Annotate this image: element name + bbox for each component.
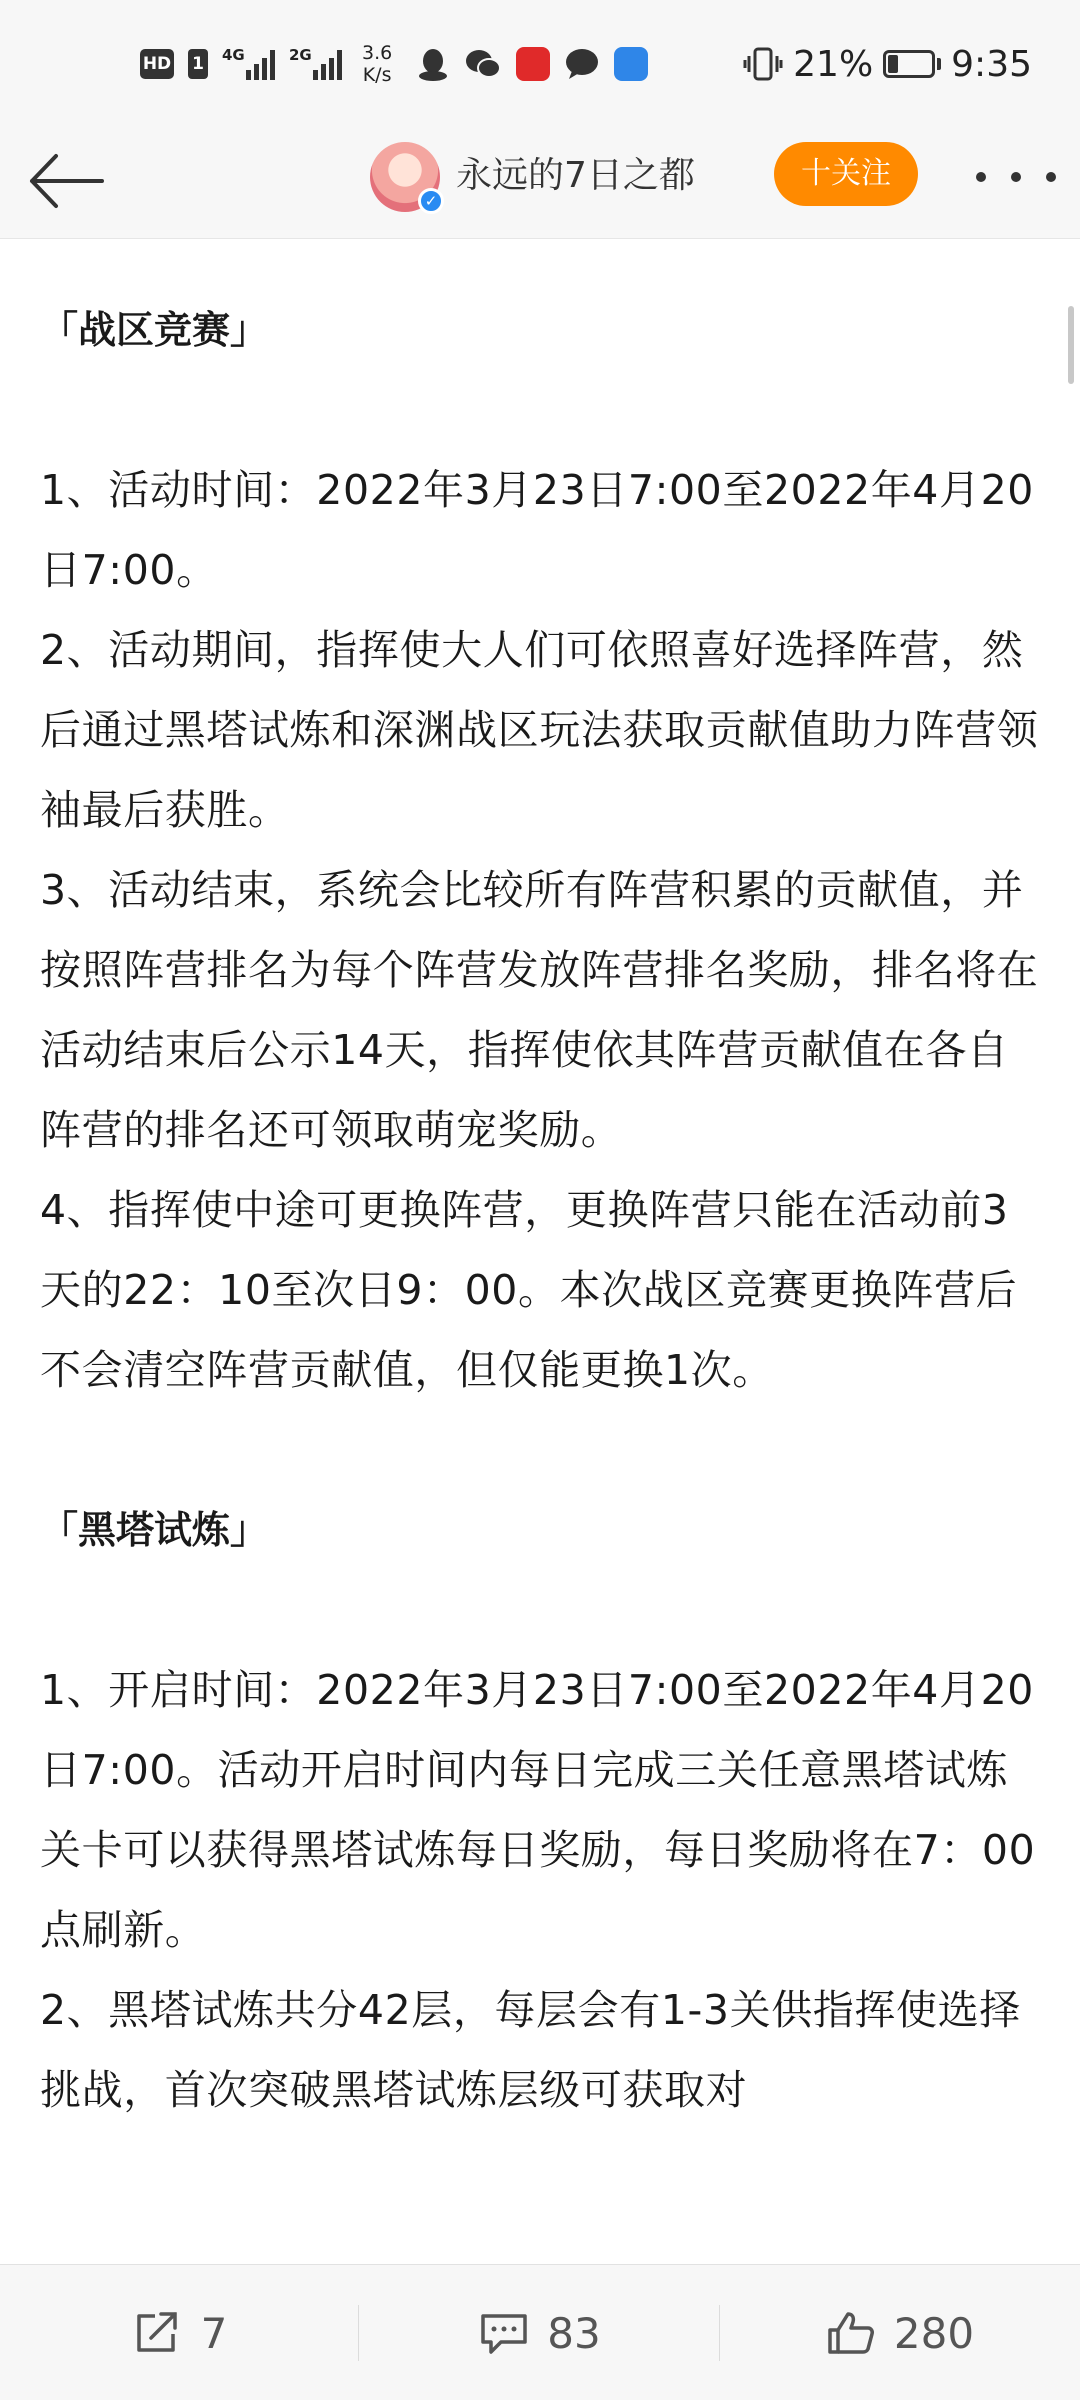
section-heading: 「战区竞赛」	[40, 308, 269, 352]
speed-value: 3.6	[362, 42, 393, 64]
like-button[interactable]	[720, 2265, 1080, 2400]
repost-count: 7	[200, 2308, 228, 2358]
back-arrow-icon	[26, 146, 106, 216]
sim-badge: 1	[188, 49, 208, 79]
vibrate-icon	[743, 46, 783, 82]
comment-icon	[479, 2310, 529, 2356]
speed-unit: K/s	[362, 64, 392, 86]
like-count: 280	[893, 2308, 975, 2358]
share-icon	[133, 2310, 183, 2356]
follow-button[interactable]: 十关注	[774, 142, 918, 206]
qq-icon	[416, 46, 450, 82]
net1-label: 4G	[222, 46, 245, 64]
author-name[interactable]: 永远的7日之都	[456, 155, 695, 196]
top-nav-bar	[0, 120, 1080, 239]
more-dot-icon	[1011, 172, 1021, 182]
article-paragraph: 2、黑塔试炼共分42层，每层会有1-3关供指挥使选择挑战，首次突破黑塔试炼层级可获取对	[40, 1986, 1021, 2114]
divider	[358, 2305, 359, 2361]
app-red-icon	[516, 47, 550, 81]
status-bar	[0, 0, 1080, 120]
message-icon	[564, 47, 600, 81]
back-button[interactable]	[26, 146, 106, 216]
more-dot-icon	[976, 172, 986, 182]
article-paragraph: 3、活动结束，系统会比较所有阵营积累的贡献值，并按照阵营排名为每个阵营发放阵营排名奖励，排名将在活动结束后公示14天，指挥使依其阵营贡献值在各自阵营的排名还可领取萌宠奖励。	[40, 866, 1039, 1154]
article-paragraph: 2、活动期间，指挥使大人们可依照喜好选择阵营，然后通过黑塔试炼和深渊战区玩法获取贡献值助力阵营领袖最后获胜。	[40, 626, 1039, 834]
spacer	[40, 1410, 1040, 1490]
article-body	[40, 290, 1040, 2130]
network-speed	[362, 42, 392, 86]
signal-2g-icon	[289, 48, 342, 80]
clock: 9:35	[951, 43, 1032, 85]
article-paragraph: 4、指挥使中途可更换阵营，更换阵营只能在活动前3天的22：10至次日9：00。本次战区竞赛更换阵营后不会清空阵营贡献值，但仅能更换1次。	[40, 1186, 1018, 1394]
bottom-action-bar	[0, 2264, 1080, 2400]
more-dot-icon	[1046, 172, 1056, 182]
signal-4g-icon	[222, 48, 275, 80]
section-heading: 「黑塔试炼」	[40, 1508, 269, 1552]
spacer	[40, 1570, 1040, 1650]
net2-label: 2G	[289, 46, 312, 64]
repost-button[interactable]	[0, 2265, 360, 2400]
thumbs-up-icon	[826, 2310, 876, 2356]
comment-button[interactable]	[360, 2265, 720, 2400]
scrollbar-thumb[interactable]	[1068, 306, 1074, 384]
article-paragraph: 1、开启时间：2022年3月23日7:00至2022年4月20日7:00。活动开启时间内每日完成三关任意黑塔试炼关卡可以获得黑塔试炼每日奖励，每日奖励将在7：00点刷新。	[40, 1666, 1036, 1954]
article-paragraph: 1、活动时间：2022年3月23日7:00至2022年4月20日7:00。	[40, 466, 1034, 594]
battery-percent: 21%	[793, 43, 874, 85]
battery-icon	[883, 50, 941, 78]
app-blue-icon	[614, 47, 648, 81]
comment-count: 83	[547, 2308, 601, 2358]
status-right	[743, 38, 1032, 90]
hd-badge: HD	[140, 49, 174, 79]
wechat-icon	[464, 47, 502, 81]
spacer	[40, 370, 1040, 450]
verified-badge-icon: ✓	[418, 188, 444, 214]
status-left	[140, 38, 648, 90]
more-options-button[interactable]	[976, 160, 1056, 194]
